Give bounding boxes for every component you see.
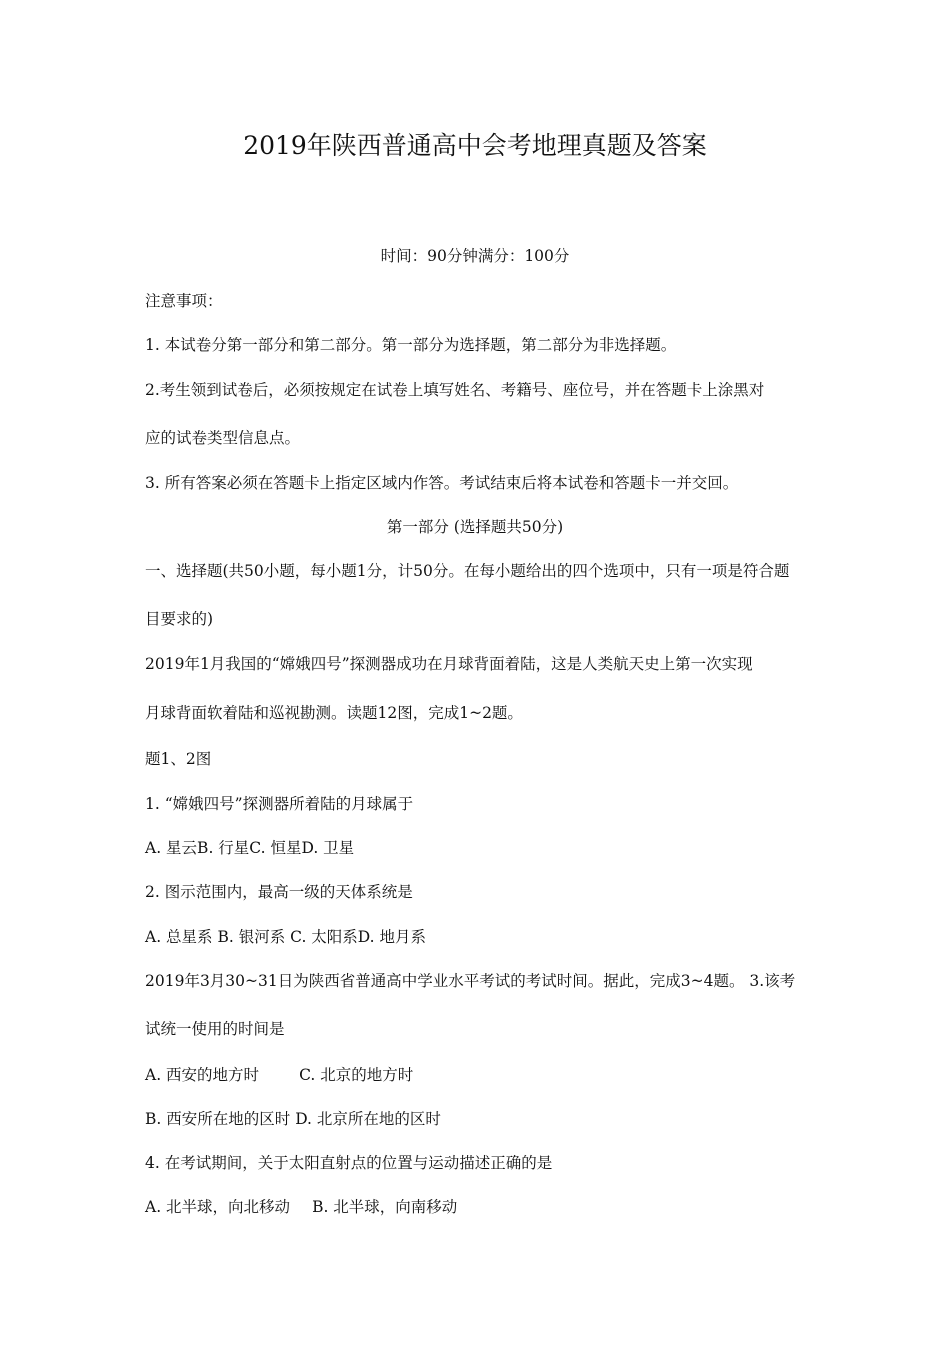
part1-heading: 第一部分 (选择题共50分): [386, 518, 564, 536]
q3-option-b: B. 西安所在地的区时: [145, 1110, 291, 1128]
q1-options: A. 星云B. 行星C. 恒星D. 卫星: [145, 839, 355, 857]
notice-item-3: 3. 所有答案必须在答题卡上指定区域内作答。考试结束后将本试卷和答题卡一并交回。: [145, 474, 739, 492]
part1-instructions-line-2: 目要求的): [145, 610, 214, 628]
q3-option-d: D. 北京所在地的区时: [295, 1110, 441, 1128]
q4-stem: 4. 在考试期间，关于太阳直射点的位置与运动描述正确的是: [145, 1154, 553, 1172]
notice-heading: 注意事项：: [145, 292, 223, 310]
notice-item-2-line-1: 2.考生领到试卷后，必须按规定在试卷上填写姓名、考籍号、座位号，并在答题卡上涂黑对: [145, 381, 765, 399]
q3-options-row-2: [145, 1107, 441, 1129]
passage2-line-1: 2019年3月30~31日为陕西省普通高中学业水平考试的考试时间。据此，完成3~4题。 3.该考: [145, 972, 796, 990]
q3-option-a: A. 西安的地方时: [145, 1066, 260, 1084]
q1-stem: 1. “嫦娥四号”探测器所着陆的月球属于: [145, 795, 414, 813]
q2-options: A. 总星系 B. 银河系 C. 太阳系D. 地月系: [145, 928, 427, 946]
page-title: 2019年陕西普通高中会考地理真题及答案: [243, 131, 707, 160]
figure-caption: 题1、2图: [145, 750, 212, 768]
part1-instructions-line-1: 一、选择题(共50小题，每小题1分，计50分。在每小题给出的四个选项中，只有一项是符合题: [145, 562, 790, 580]
q4-options-row-1: [145, 1195, 457, 1217]
notice-item-2-line-2: 应的试卷类型信息点。: [145, 429, 301, 447]
q4-option-a: A. 北半球，向北移动: [145, 1198, 291, 1216]
q2-stem: 2. 图示范围内，最高一级的天体系统是: [145, 883, 413, 901]
q4-option-b: B. 北半球，向南移动: [312, 1198, 458, 1216]
notice-item-1: 1. 本试卷分第一部分和第二部分。第一部分为选择题，第二部分为非选择题。: [145, 336, 677, 354]
q3-option-c: C. 北京的地方时: [299, 1066, 414, 1084]
passage1-line-1: 2019年1月我国的“嫦娥四号”探测器成功在月球背面着陆，这是人类航天史上第一次实现: [145, 655, 753, 673]
time-info: 时间：90分钟满分：100分: [380, 247, 570, 265]
q3-options-row-1: [145, 1063, 413, 1085]
passage1-line-2: 月球背面软着陆和巡视勘测。读题12图，完成1~2题。: [145, 704, 523, 722]
passage2-line-2: 试统一使用的时间是: [145, 1020, 285, 1038]
